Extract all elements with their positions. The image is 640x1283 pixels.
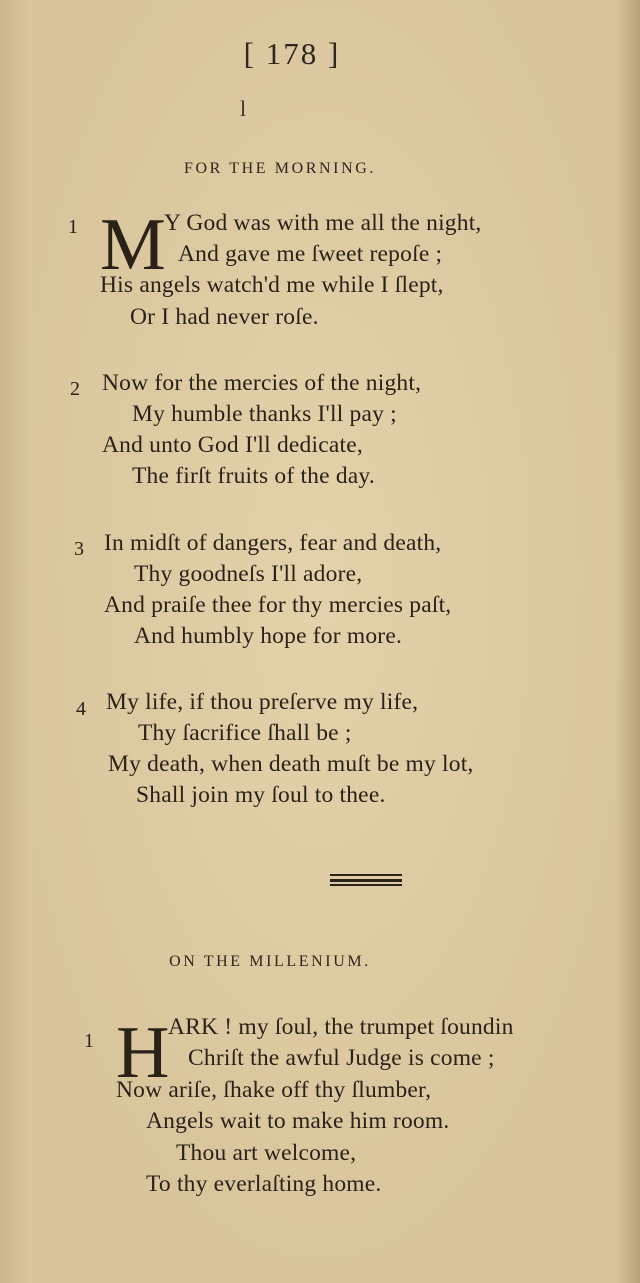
verse-line: And gave me ſweet repoſe ; xyxy=(178,241,443,267)
stanza-number: 1 xyxy=(68,216,78,238)
verse-line: My life, if thou preſerve my life, xyxy=(106,689,419,715)
ornamental-rule xyxy=(330,874,402,886)
verse-line: Now for the mercies of the night, xyxy=(102,370,422,396)
verse-line: ARK ! my ſoul, the trumpet ſoundin xyxy=(168,1014,514,1040)
verse-line: And praiſe thee for thy mercies paſt, xyxy=(104,592,452,618)
drop-cap-letter: M xyxy=(100,204,166,286)
hymn-title-morning: FOR THE MORNING. xyxy=(184,160,376,177)
hymn-title-millenium: ON THE MILLENIUM. xyxy=(169,953,371,970)
verse-line: My death, when death muſt be my lot, xyxy=(108,751,474,777)
verse-line: And unto God I'll dedicate, xyxy=(102,432,363,458)
drop-cap-letter: H xyxy=(116,1012,170,1094)
verse-line: And humbly hope for more. xyxy=(134,623,403,649)
verse-line: Thy ſacrifice ſhall be ; xyxy=(138,720,352,746)
verse-line: Chriſt the awful Judge is come ; xyxy=(188,1045,495,1071)
stanza-number: 3 xyxy=(74,538,84,560)
verse-line: Angels wait to make him room. xyxy=(146,1108,450,1134)
page-number: [ 178 ] xyxy=(243,36,341,71)
verse-line: Y God was with me all the night, xyxy=(164,210,482,236)
verse-line: Now ariſe, ſhake off thy ſlumber, xyxy=(116,1077,432,1103)
verse-line: The firſt fruits of the day. xyxy=(132,463,375,489)
stanza-number: 1 xyxy=(84,1030,94,1052)
verse-line: Thy goodneſs I'll adore, xyxy=(134,561,363,587)
verse-line: His angels watch'd me while I ſlept, xyxy=(100,272,444,298)
verse-line: My humble thanks I'll pay ; xyxy=(132,401,397,427)
stray-ink-mark: l xyxy=(240,96,247,121)
verse-line: Shall join my ſoul to thee. xyxy=(136,782,386,808)
stanza-number: 2 xyxy=(70,378,80,400)
stanza-number: 4 xyxy=(76,698,86,720)
verse-line: Thou art welcome, xyxy=(176,1140,357,1166)
verse-line: In midſt of dangers, fear and death, xyxy=(104,530,442,556)
verse-line: To thy everlaſting home. xyxy=(146,1171,382,1197)
verse-line: Or I had never roſe. xyxy=(130,304,319,330)
